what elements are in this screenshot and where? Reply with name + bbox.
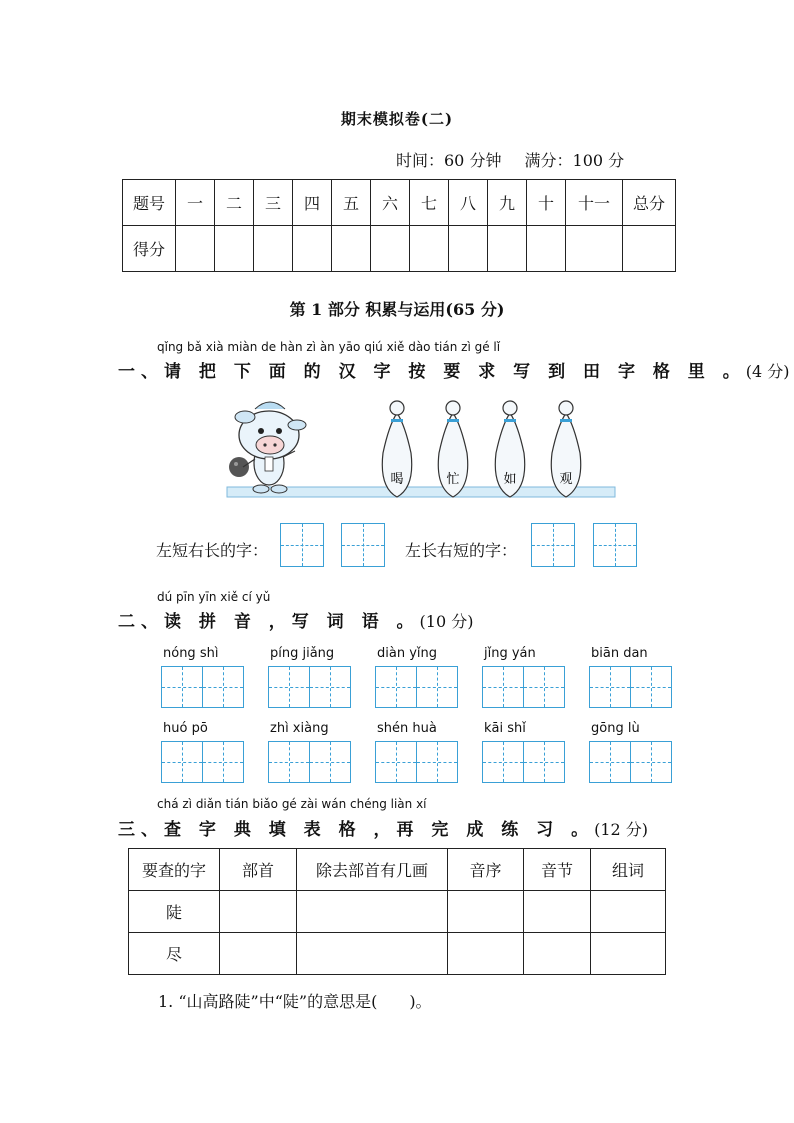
part-1-heading: 第 1 部分 积累与运用(65 分) bbox=[289, 300, 505, 319]
tianzige-box[interactable] bbox=[309, 741, 351, 783]
score-table-header-row bbox=[123, 180, 676, 226]
tianzige-box[interactable] bbox=[523, 741, 565, 783]
tianzige-box[interactable] bbox=[482, 741, 524, 783]
tianzige-box[interactable] bbox=[202, 741, 244, 783]
tianzige-box[interactable] bbox=[309, 666, 351, 708]
word-pinyin: kāi shǐ bbox=[484, 721, 526, 736]
word-pinyin: diàn yǐng bbox=[377, 646, 437, 661]
tianzige-box[interactable] bbox=[416, 666, 458, 708]
answer-cell[interactable] bbox=[591, 933, 666, 975]
bowling-pin-4 bbox=[551, 401, 580, 497]
calf-mascot-icon bbox=[229, 402, 306, 493]
score-cell[interactable] bbox=[332, 226, 371, 272]
word-pinyin: nóng shì bbox=[163, 646, 219, 661]
q2-title: 二、读 拼 音 ，写 词 语 。 bbox=[118, 612, 420, 632]
exam-meta bbox=[396, 148, 642, 171]
q2-pinyin: dú pīn yīn xiě cí yǔ bbox=[157, 590, 271, 604]
tianzige-box[interactable] bbox=[416, 741, 458, 783]
q2-heading bbox=[118, 607, 473, 632]
score-cell[interactable] bbox=[527, 226, 566, 272]
score-cell[interactable] bbox=[623, 226, 676, 272]
q3-heading bbox=[118, 815, 648, 840]
table-row bbox=[129, 933, 666, 975]
score-cell[interactable] bbox=[254, 226, 293, 272]
score-col: 七 bbox=[410, 180, 449, 226]
score-cell[interactable] bbox=[449, 226, 488, 272]
tianzige-box[interactable] bbox=[482, 666, 524, 708]
bowling-pin-2 bbox=[438, 401, 467, 497]
score-cell[interactable] bbox=[293, 226, 332, 272]
dict-header: 组词 bbox=[591, 849, 666, 891]
score-col: 一 bbox=[176, 180, 215, 226]
score-header-label: 题号 bbox=[123, 180, 176, 226]
score-col: 八 bbox=[449, 180, 488, 226]
word-pinyin: jǐng yán bbox=[484, 646, 536, 661]
tianzige-box[interactable] bbox=[589, 666, 631, 708]
answer-cell[interactable] bbox=[448, 891, 524, 933]
answer-cell[interactable] bbox=[591, 891, 666, 933]
tianzige-box[interactable] bbox=[593, 523, 637, 567]
tianzige-box[interactable] bbox=[531, 523, 575, 567]
answer-cell[interactable] bbox=[297, 933, 448, 975]
bowling-pin-1 bbox=[382, 401, 411, 497]
tianzige-box[interactable] bbox=[280, 523, 324, 567]
score-col: 五 bbox=[332, 180, 371, 226]
tianzige-box[interactable] bbox=[375, 666, 417, 708]
score-cell[interactable] bbox=[488, 226, 527, 272]
dict-header: 除去部首有几画 bbox=[297, 849, 448, 891]
score-table-score-row bbox=[123, 226, 676, 272]
table-row bbox=[129, 891, 666, 933]
bowling-illustration bbox=[215, 395, 620, 505]
q1-title: 一、请 把 下 面 的 汉 字 按 要 求 写 到 田 字 格 里 。 bbox=[118, 362, 746, 382]
tianzige-box[interactable] bbox=[161, 741, 203, 783]
q1-heading bbox=[118, 357, 789, 382]
answer-cell[interactable] bbox=[524, 891, 591, 933]
pin-char-1: 喝 bbox=[390, 472, 404, 487]
tianzige-box[interactable] bbox=[630, 666, 672, 708]
tianzige-box[interactable] bbox=[161, 666, 203, 708]
word-pinyin: gōng lù bbox=[591, 721, 640, 736]
dict-header: 要查的字 bbox=[129, 849, 220, 891]
score-col: 十 bbox=[527, 180, 566, 226]
dict-header: 音节 bbox=[524, 849, 591, 891]
word-pinyin: shén huà bbox=[377, 721, 437, 736]
answer-cell[interactable] bbox=[297, 891, 448, 933]
score-cell[interactable] bbox=[566, 226, 623, 272]
score-cell[interactable] bbox=[371, 226, 410, 272]
score-cell[interactable] bbox=[410, 226, 449, 272]
score-cell[interactable] bbox=[176, 226, 215, 272]
q1-pinyin: qǐng bǎ xià miàn de hàn zì àn yāo qiú xiě dào tián zì gé lǐ bbox=[157, 340, 501, 354]
answer-cell[interactable] bbox=[220, 933, 297, 975]
dict-char: 尽 bbox=[129, 933, 220, 975]
dict-char: 陡 bbox=[129, 891, 220, 933]
answer-cell[interactable] bbox=[220, 891, 297, 933]
score-col-total: 总分 bbox=[623, 180, 676, 226]
dict-header: 音序 bbox=[448, 849, 524, 891]
score-col: 九 bbox=[488, 180, 527, 226]
left-long-right-short-label: 左长右短的字： bbox=[405, 541, 518, 560]
word-pinyin: zhì xiàng bbox=[270, 721, 329, 736]
answer-cell[interactable] bbox=[448, 933, 524, 975]
score-col: 三 bbox=[254, 180, 293, 226]
pin-char-4: 观 bbox=[559, 472, 573, 487]
score-cell[interactable] bbox=[215, 226, 254, 272]
tianzige-box[interactable] bbox=[341, 523, 385, 567]
score-row-label: 得分 bbox=[123, 226, 176, 272]
word-pinyin: huó pō bbox=[163, 721, 208, 736]
page-title: 期末模拟卷(二) bbox=[340, 110, 454, 128]
tianzige-box[interactable] bbox=[375, 741, 417, 783]
q3-title: 三、查 字 典 填 表 格 ，再 完 成 练 习 。 bbox=[118, 820, 595, 840]
q2-points: (10 分) bbox=[419, 612, 474, 631]
tianzige-box[interactable] bbox=[630, 741, 672, 783]
dict-header: 部首 bbox=[220, 849, 297, 891]
score-table bbox=[122, 179, 676, 272]
left-short-right-long-label: 左短右长的字： bbox=[156, 541, 269, 560]
q3-points: (12 分) bbox=[594, 820, 649, 839]
word-pinyin: biān dan bbox=[591, 646, 648, 661]
q3-subquestion-1: 1. “山高路陡”中“陡”的意思是( )。 bbox=[158, 992, 432, 1011]
score-col: 二 bbox=[215, 180, 254, 226]
score-col: 六 bbox=[371, 180, 410, 226]
q3-pinyin: chá zì diǎn tián biǎo gé zài wán chéng liàn xí bbox=[157, 797, 427, 811]
tianzige-box[interactable] bbox=[268, 741, 310, 783]
pin-char-2: 忙 bbox=[446, 472, 460, 487]
q1-points: (4 分) bbox=[745, 362, 790, 381]
score-col: 十一 bbox=[566, 180, 623, 226]
tianzige-box[interactable] bbox=[589, 741, 631, 783]
full-score: 满分：100 分 bbox=[524, 151, 625, 170]
time-limit: 时间：60 分钟 bbox=[396, 151, 502, 170]
tianzige-box[interactable] bbox=[523, 666, 565, 708]
tianzige-box[interactable] bbox=[268, 666, 310, 708]
pin-char-3: 如 bbox=[503, 472, 517, 487]
dictionary-table bbox=[128, 848, 666, 975]
word-pinyin: píng jiǎng bbox=[270, 646, 335, 661]
bowling-pin-3 bbox=[495, 401, 524, 497]
score-col: 四 bbox=[293, 180, 332, 226]
answer-cell[interactable] bbox=[524, 933, 591, 975]
dictionary-header-row bbox=[129, 849, 666, 891]
tianzige-box[interactable] bbox=[202, 666, 244, 708]
